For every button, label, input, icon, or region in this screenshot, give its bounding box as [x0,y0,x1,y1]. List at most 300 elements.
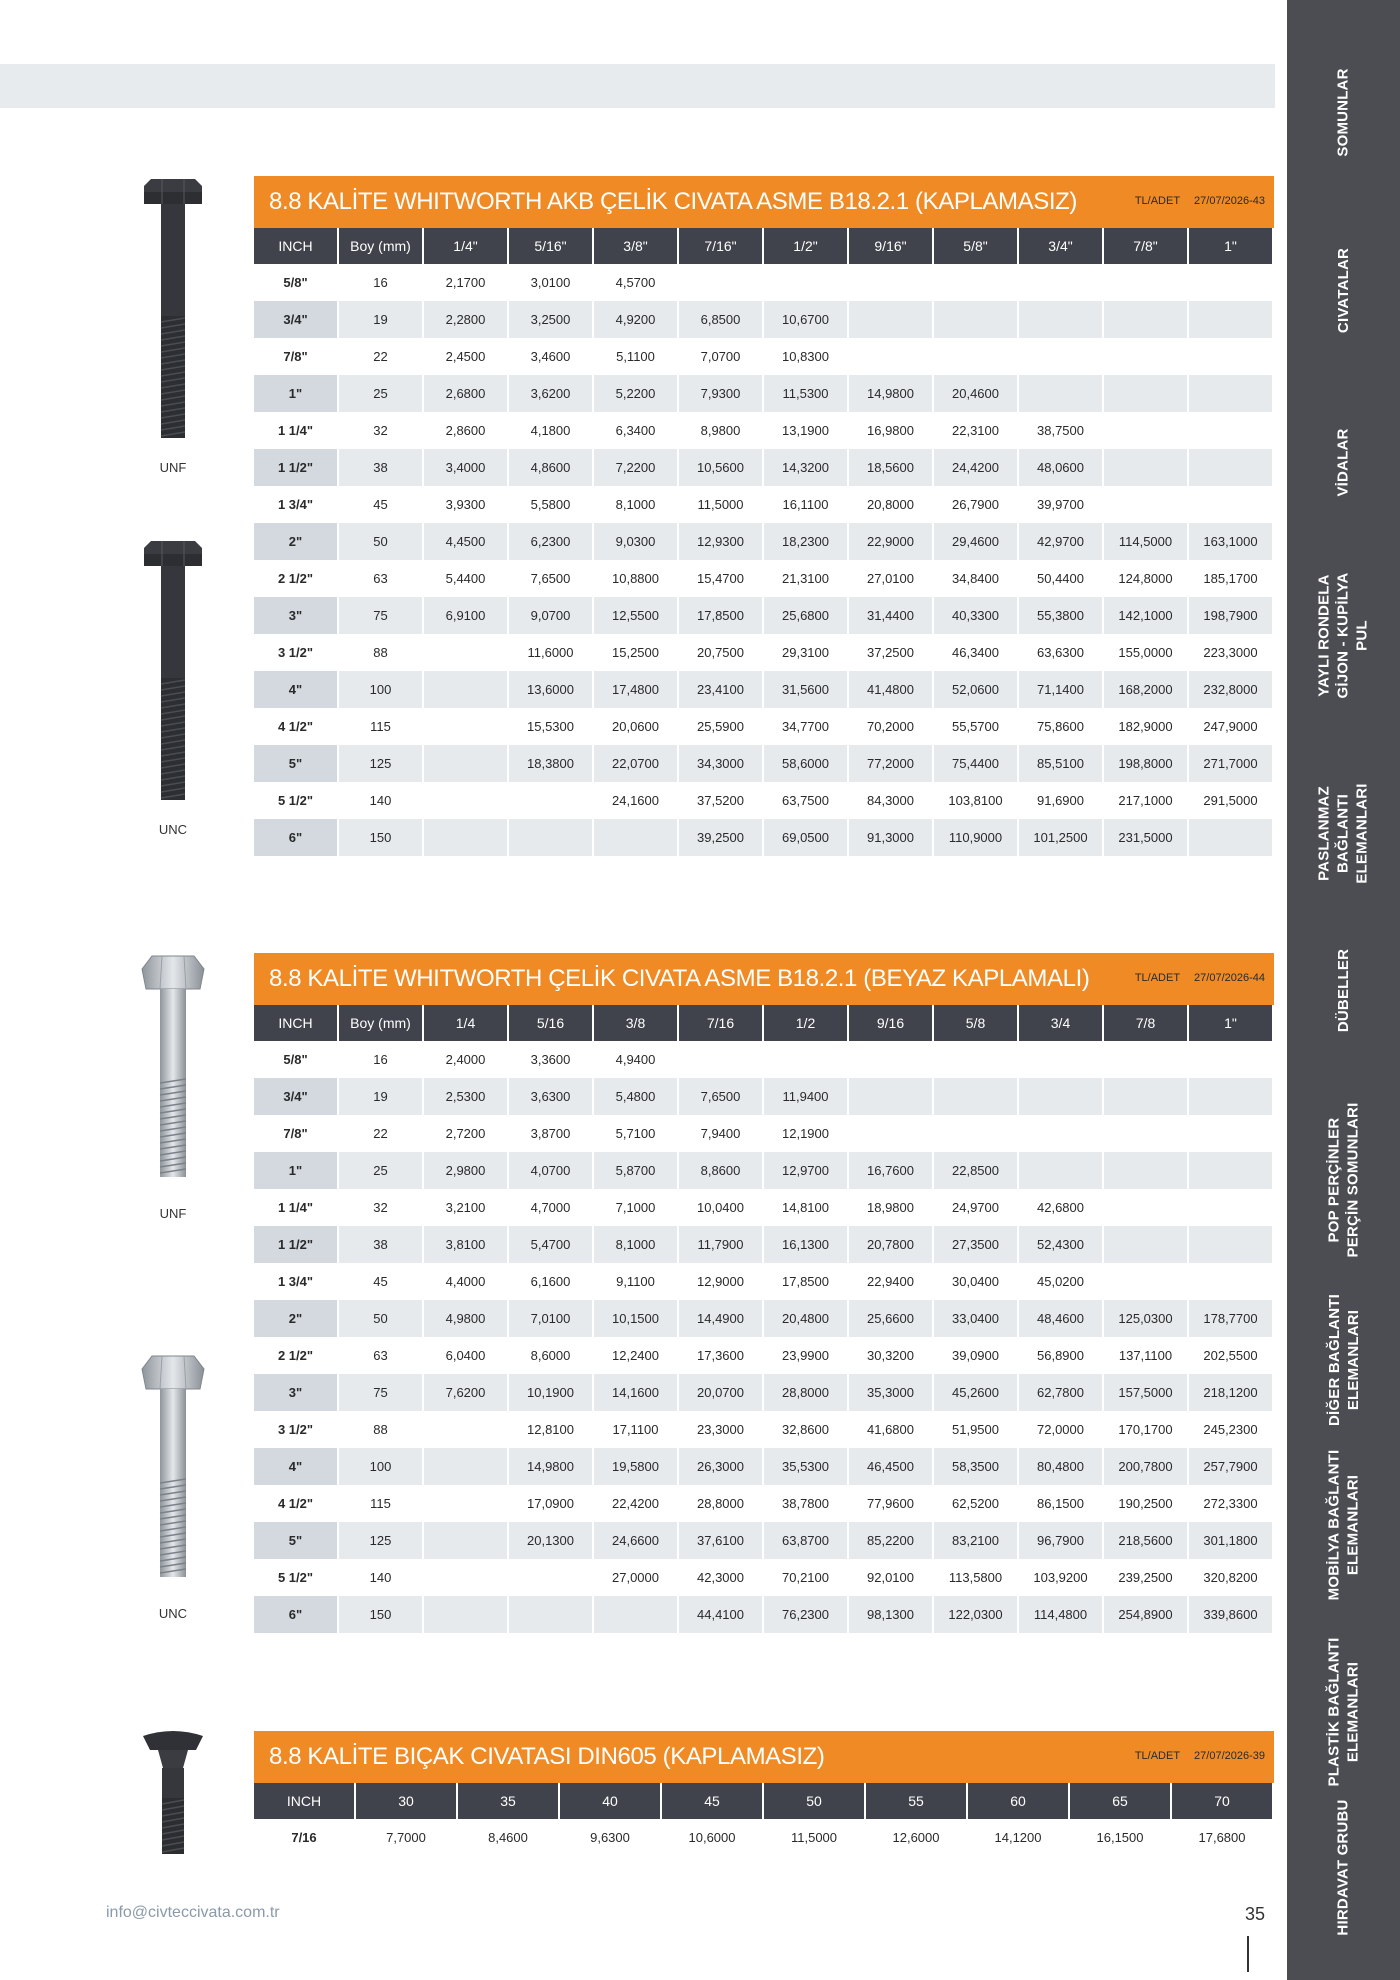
column-header: 70 [1172,1783,1272,1819]
price-cell: 140 [369,1570,392,1585]
price-cell [1189,1041,1272,1078]
price-cell: 16 [373,275,388,290]
price-cell: 35,5300 [764,1448,847,1485]
price-cell [1104,486,1187,523]
sidebar-item-paslanmaz[interactable]: PASLANMAZ BAĞLANTI ELEMANLARI [1315,782,1371,884]
price-cell: 291,5000 [1203,793,1258,808]
column-header: 7/8" [1104,228,1187,264]
price-cell: 190,2500 [1118,1496,1173,1511]
price-cell: 16,1300 [764,1226,847,1263]
price-cell: 39,9700 [1037,497,1084,512]
price-cell: 55,5700 [952,719,999,734]
price-cell [1104,1263,1187,1300]
price-cell: 185,1700 [1203,571,1258,586]
price-cell: 272,3300 [1203,1496,1258,1511]
price-cell: 69,0500 [764,819,847,856]
price-cell: 29,3100 [782,645,829,660]
table-row [254,1522,1272,1559]
size-cell: 1 1/4" [277,1200,314,1215]
price-cell: 218,5600 [1104,1522,1187,1559]
table-row [254,819,1272,856]
price-cell [594,1596,677,1633]
footer-email[interactable]: info@civteccivata.com.tr [106,1904,280,1921]
column-header: 5/16 [509,1005,592,1041]
price-cell [679,264,762,301]
column-header: INCH [254,228,337,264]
price-cell [509,782,592,819]
price-cell: 45 [373,1274,388,1289]
size-cell: 7/16 [291,1830,317,1845]
price-cell: 2,8600 [445,423,486,438]
price-cell [1189,486,1272,523]
price-cell: 4,7000 [530,1200,571,1215]
column-header: 9/16 [849,1005,932,1041]
price-cell: 63,6300 [1037,645,1084,660]
column-header: 60 [968,1783,1068,1819]
price-cell: 7,6500 [679,1078,762,1115]
price-cell [1189,1226,1272,1263]
column-header: 45 [662,1783,762,1819]
column-header: 1" [1189,228,1272,264]
column-header: 1/2 [764,1005,847,1041]
price-cell: 5,8700 [594,1152,677,1189]
price-cell [679,1041,762,1078]
price-cell: 12,5500 [594,597,677,634]
price-cell: 17,4800 [594,671,677,708]
price-cell: 2,1700 [445,275,486,290]
column-header: 7/16 [679,1005,762,1041]
price-cell: 55,3800 [1019,597,1102,634]
price-cell [424,1559,507,1596]
price-cell: 52,4300 [1019,1226,1102,1263]
size-cell: 4 1/2" [277,719,314,734]
price-cell: 4,5700 [615,275,656,290]
price-cell: 2,2800 [424,301,507,338]
price-cell [424,671,507,708]
column-header: 1/2" [764,228,847,264]
table-header-row [254,1783,1272,1819]
price-cell: 10,8300 [782,349,829,364]
price-cell: 8,8600 [679,1152,762,1189]
price-cell [1104,338,1187,375]
price-cell: 4,4500 [424,523,507,560]
price-cell: 75,8600 [1037,719,1084,734]
price-cell: 16,1500 [1096,1830,1144,1845]
price-cell: 12,1900 [782,1126,829,1141]
price-cell: 26,7900 [952,497,999,512]
sidebar-item-yayli-rondela[interactable]: YAYLI RONDELA GİJON - KUPİLYA PUL [1316,571,1371,699]
price-cell [1104,1078,1187,1115]
price-cell: 22,9000 [849,523,932,560]
price-cell: 140 [369,793,392,808]
price-cell: 155,0000 [1118,645,1173,660]
table-row [254,523,1272,560]
price-cell: 9,6300 [590,1830,630,1845]
price-cell: 17,3600 [697,1348,744,1363]
price-cell: 20,7800 [849,1226,932,1263]
price-cell: 22 [373,349,388,364]
size-cell: 3 1/2" [277,645,314,660]
price-cell: 31,5600 [764,671,847,708]
price-cell: 31,4400 [849,597,932,634]
section-header [254,953,1274,1005]
price-cell [1104,1189,1187,1226]
price-cell: 71,1400 [1019,671,1102,708]
price-cell: 10,0400 [697,1200,744,1215]
price-cell: 50 [339,523,422,560]
price-cell: 5,4700 [509,1226,592,1263]
size-cell: 3/4" [254,1078,337,1115]
price-cell [424,1522,507,1559]
price-cell: 4,9800 [424,1300,507,1337]
table-row [254,597,1272,634]
price-cell: 38,7800 [782,1496,829,1511]
price-cell [1104,449,1187,486]
price-cell: 18,3800 [509,745,592,782]
price-cell [1189,264,1272,301]
column-header: 50 [764,1783,864,1819]
black-hex-bolt-icon [138,538,208,808]
sidebar-item-vidalar[interactable]: VİDALAR [1334,428,1352,497]
price-cell: 100 [339,1448,422,1485]
price-cell: 62,7800 [1019,1374,1102,1411]
column-header: Boy (mm) [339,228,422,264]
price-cell [1019,338,1102,375]
price-cell [1189,1152,1272,1189]
price-cell: 239,2500 [1118,1570,1173,1585]
price-cell: 12,9300 [679,523,762,560]
price-cell: 98,1300 [849,1596,932,1633]
table-row [254,412,1272,449]
price-cell: 114,4800 [1019,1596,1102,1633]
price-cell: 218,1200 [1189,1374,1272,1411]
price-cell: 17,8500 [679,597,762,634]
price-cell: 37,6100 [679,1522,762,1559]
price-cell: 18,2300 [764,523,847,560]
price-cell [509,1559,592,1596]
price-cell: 5,4800 [594,1078,677,1115]
column-header: 9/16" [849,228,932,264]
price-cell: 15,5300 [527,719,574,734]
column-header: 3/4 [1019,1005,1102,1041]
price-cell: 4,4000 [445,1274,486,1289]
column-header: 7/16" [679,228,762,264]
price-cell [1104,412,1187,449]
table-row [254,375,1272,412]
price-cell: 34,8400 [952,571,999,586]
size-cell: 5/8" [283,1052,308,1067]
price-cell [934,1041,1017,1078]
price-cell: 5,7100 [615,1126,656,1141]
price-cell: 11,7900 [679,1226,762,1263]
sidebar-item-civatalar[interactable]: CIVATALAR [1335,247,1352,334]
price-cell: 88 [373,1422,388,1437]
price-cell [934,264,1017,301]
column-header: 65 [1070,1783,1170,1819]
price-cell: 2,5300 [424,1078,507,1115]
price-cell: 11,5000 [697,497,744,512]
price-cell: 11,5000 [790,1830,838,1845]
price-cell [424,1596,507,1633]
price-cell: 163,1000 [1189,523,1272,560]
price-cell [424,819,507,856]
price-cell [849,1041,932,1078]
table-row [254,671,1272,708]
price-cell: 96,7900 [1019,1522,1102,1559]
unf-label: UNF [159,1206,187,1221]
price-cell: 37,5200 [697,793,744,808]
price-cell: 91,3000 [849,819,932,856]
price-cell [1189,338,1272,375]
price-cell: 142,1000 [1104,597,1187,634]
price-table [252,228,1274,856]
unf-label: UNF [159,460,187,475]
price-cell: 28,8000 [697,1496,744,1511]
price-cell: 3,6300 [509,1078,592,1115]
column-header: INCH [254,1005,337,1041]
price-list-code: 27/07/2026-43 [1194,195,1265,207]
page-number: 35 [1245,1904,1266,1924]
price-cell: 30,3200 [867,1348,914,1363]
sidebar-item-somunlar[interactable]: SOMUNLAR [1334,68,1352,157]
price-cell [849,1115,932,1152]
table-row [254,1337,1272,1374]
price-cell: 3,4600 [530,349,571,364]
column-header: 40 [560,1783,660,1819]
price-list-code: 27/07/2026-44 [1194,972,1265,984]
price-cell: 124,8000 [1118,571,1173,586]
table-row [254,1078,1272,1115]
price-cell: 34,3000 [679,745,762,782]
category-sidebar [1287,0,1400,1980]
table-row [254,486,1272,523]
table-header-row [254,228,1272,264]
price-cell [424,708,507,745]
section-title: 8.8 KALİTE BIÇAK CIVATASI DIN605 (KAPLAMASIZ) [269,1743,825,1770]
price-cell: 11,9400 [764,1078,847,1115]
price-cell: 75,4400 [934,745,1017,782]
price-cell: 8,1000 [594,1226,677,1263]
table-row [254,560,1272,597]
price-cell: 10,1500 [594,1300,677,1337]
price-cell [1019,1152,1102,1189]
price-cell [1104,1226,1187,1263]
price-cell: 3,0100 [530,275,571,290]
column-header: 3/8 [594,1005,677,1041]
price-cell: 46,4500 [849,1448,932,1485]
price-cell: 8,1000 [615,497,656,512]
sidebar-item-hirdavat-grubu[interactable]: HIRDAVAT GRUBU [1335,1799,1352,1936]
price-cell: 63,8700 [764,1522,847,1559]
table-row [254,1115,1272,1152]
price-cell: 18,9800 [867,1200,914,1215]
price-cell: 7,7000 [386,1830,426,1845]
price-cell: 22,0700 [594,745,677,782]
price-cell: 223,3000 [1203,645,1258,660]
column-header: 5/8" [934,228,1017,264]
price-unit: TL/ADET [1134,1750,1181,1762]
price-cell: 7,2200 [594,449,677,486]
size-cell: 4" [254,671,337,708]
price-cell: 91,6900 [1037,793,1084,808]
size-cell: 2" [254,523,337,560]
column-header: INCH [254,1783,354,1819]
price-cell: 20,4600 [934,375,1017,412]
size-cell: 2 1/2" [277,1348,314,1363]
price-cell: 217,1000 [1118,793,1173,808]
table-row [254,1300,1272,1337]
price-cell [424,1411,507,1448]
price-cell [1019,375,1102,412]
size-cell: 1" [254,1152,337,1189]
price-cell: 5,1100 [616,349,655,364]
price-cell: 14,9800 [849,375,932,412]
sidebar-item-diger-baglanti[interactable]: DİĞER BAĞLANTI ELEMANLARI [1325,1294,1362,1426]
price-unit: TL/ADET [1134,972,1181,984]
size-cell: 5" [254,1522,337,1559]
price-cell: 10,8800 [612,571,659,586]
black-hex-bolt-icon [138,176,208,446]
price-cell: 11,5300 [764,375,847,412]
sidebar-item-mobilya-baglanti[interactable]: MOBİLYA BAĞLANTI ELEMANLARI [1325,1449,1362,1601]
price-cell: 3,2500 [509,301,592,338]
size-cell: 7/8" [283,349,308,364]
price-cell: 20,7500 [697,645,744,660]
price-cell [1104,264,1187,301]
price-cell: 14,1200 [994,1830,1042,1845]
price-cell: 4,1800 [530,423,571,438]
section-header [254,1731,1274,1783]
price-cell: 157,5000 [1104,1374,1187,1411]
price-cell: 115 [370,1496,391,1511]
sidebar-item-pop-percinler[interactable]: POP PERÇİNLER PERÇİN SOMUNLARI [1325,1102,1362,1258]
size-cell: 5 1/2" [277,1570,314,1585]
size-cell: 1 3/4" [277,1274,314,1289]
size-cell: 3" [254,597,337,634]
price-cell: 15,4700 [697,571,744,586]
price-cell: 75 [339,597,422,634]
price-cell [849,338,932,375]
section-title: 8.8 KALİTE WHITWORTH ÇELİK CIVATA ASME B18.2.1 (BEYAZ KAPLAMALI) [269,965,1090,992]
price-cell: 11,6000 [527,645,574,660]
table-row [254,338,1272,375]
price-cell: 115 [370,719,391,734]
price-cell: 16 [373,1052,388,1067]
price-cell: 122,0300 [934,1596,1017,1633]
price-cell: 24,9700 [952,1200,999,1215]
unc-label: UNC [158,822,188,837]
table-row [254,1041,1272,1078]
price-cell: 100 [339,671,422,708]
price-cell: 10,6700 [764,301,847,338]
price-cell: 58,3500 [934,1448,1017,1485]
price-cell: 25,5900 [697,719,744,734]
size-cell: 4 1/2" [277,1496,314,1511]
price-cell: 110,9000 [934,819,1017,856]
price-cell: 7,6200 [424,1374,507,1411]
section-meta [1135,972,1265,984]
section-meta [1135,195,1265,207]
price-cell: 9,1100 [616,1274,655,1289]
price-cell: 19,5800 [594,1448,677,1485]
price-cell: 3,4000 [424,449,507,486]
price-cell: 257,7900 [1189,1448,1272,1485]
table-header-row [254,1005,1272,1041]
price-cell: 10,1900 [509,1374,592,1411]
price-cell [1104,375,1187,412]
column-header: 3/4" [1019,228,1102,264]
price-cell: 200,7800 [1104,1448,1187,1485]
size-cell: 6" [254,819,337,856]
price-cell [934,338,1017,375]
price-cell: 20,0600 [612,719,659,734]
price-cell: 3,3600 [530,1052,571,1067]
price-cell: 271,7000 [1189,745,1272,782]
price-cell: 51,9500 [952,1422,999,1437]
column-header: Boy (mm) [339,1005,422,1041]
size-cell: 1 1/4" [277,423,314,438]
price-cell: 178,7700 [1189,1300,1272,1337]
price-cell: 20,4800 [764,1300,847,1337]
price-cell: 6,2300 [509,523,592,560]
price-cell: 92,0100 [867,1570,914,1585]
price-cell [934,1078,1017,1115]
price-cell [1104,1152,1187,1189]
size-cell: 1" [254,375,337,412]
price-cell: 150 [339,819,422,856]
sidebar-item-dubeller[interactable]: DÜBELLER [1334,948,1352,1033]
price-cell: 20,1300 [509,1522,592,1559]
price-cell: 25 [339,375,422,412]
column-header: 7/8 [1104,1005,1187,1041]
page-divider [1247,1936,1249,1972]
price-cell: 7,1000 [615,1200,656,1215]
price-cell: 202,5500 [1203,1348,1258,1363]
table-row [254,745,1272,782]
price-cell: 12,9700 [764,1152,847,1189]
price-section-beyaz-kaplamali [254,953,1274,1633]
price-cell: 85,5100 [1019,745,1102,782]
size-cell: 3" [254,1374,337,1411]
column-header: 35 [458,1783,558,1819]
price-cell: 231,5000 [1104,819,1187,856]
price-cell: 20,8000 [867,497,914,512]
price-section-bicak-civatasi [254,1731,1274,1856]
price-cell: 29,4600 [934,523,1017,560]
price-cell [1189,449,1272,486]
price-section-akb-kaplamasiz [254,176,1274,856]
price-cell [1189,1078,1272,1115]
column-header: 55 [866,1783,966,1819]
price-cell: 14,4900 [679,1300,762,1337]
price-cell: 50 [339,1300,422,1337]
price-cell: 21,3100 [782,571,829,586]
price-cell [1019,301,1102,338]
price-cell: 62,5200 [952,1496,999,1511]
price-cell: 23,3000 [697,1422,744,1437]
table-row [254,1448,1272,1485]
price-cell: 39,2500 [679,819,762,856]
price-cell: 75 [339,1374,422,1411]
table-row [254,708,1272,745]
price-cell: 48,0600 [1019,449,1102,486]
sidebar-item-plastik-baglanti[interactable]: PLASTİK BAĞLANTI ELEMANLARI [1325,1637,1362,1787]
unc-label: UNC [158,1606,188,1621]
price-cell: 3,9300 [445,497,486,512]
price-cell: 33,0400 [934,1300,1017,1337]
price-cell: 3,6200 [509,375,592,412]
price-cell: 25,6800 [764,597,847,634]
